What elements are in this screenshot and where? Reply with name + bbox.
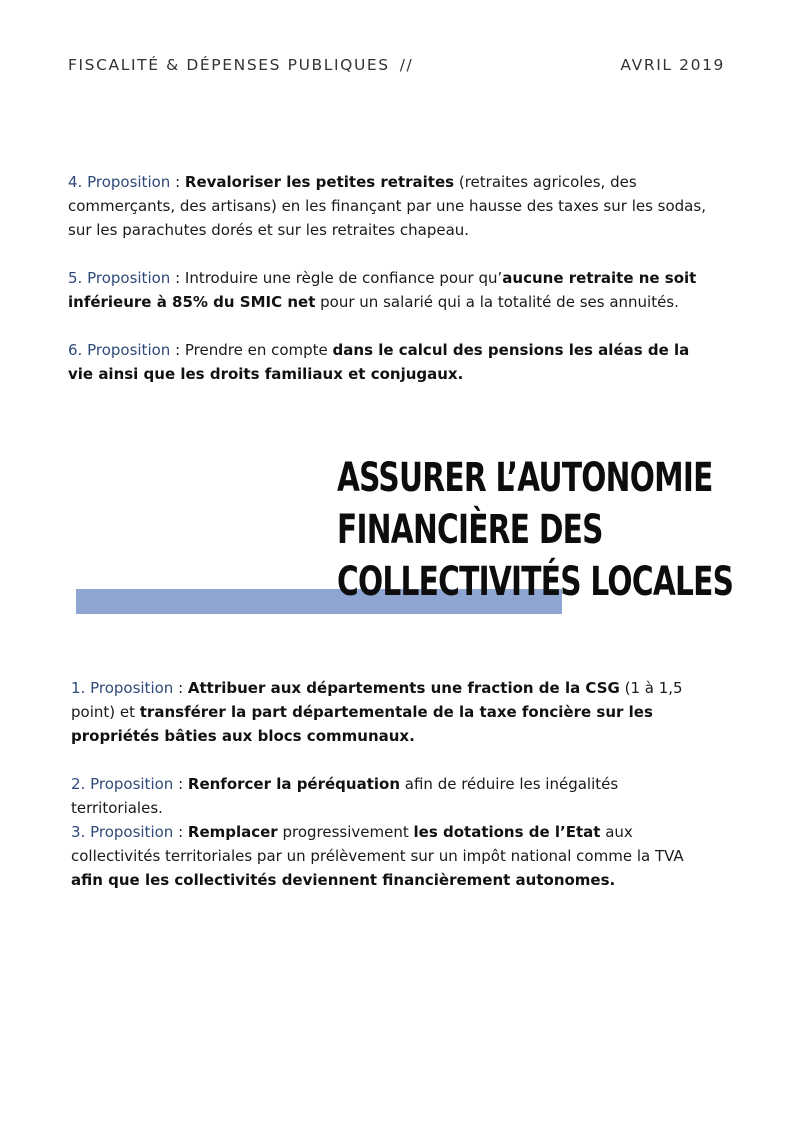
proposition-number: 4. Proposition: [68, 173, 171, 191]
proposition-highlight: Renforcer la péréquation: [187, 775, 401, 793]
proposition-highlight: transférer la part départementale de la taxe foncière sur les propriétés bâties aux blocs communaux.: [71, 703, 653, 745]
proposition-number: 3. Proposition: [71, 823, 174, 841]
section-title-line: COLLECTIVITÉS LOCALES: [337, 559, 734, 605]
section-title-line: ASSURER L’AUTONOMIE: [337, 455, 713, 501]
proposition-3: 3. Proposition : Remplacer progressivement les dotations de l’Etat aux collectivités territoriales par un prélèvement sur un impôt national comme la TVA afin que les collectivités deviennent financièrement autonomes.: [71, 823, 684, 889]
header-section-label: FISCALITÉ & DÉPENSES PUBLIQUES: [68, 56, 390, 74]
proposition-highlight: Revaloriser les petites retraites: [184, 173, 455, 191]
proposition-number: 1. Proposition: [71, 679, 174, 697]
proposition-highlight: aucune retraite ne soit inférieure à 85% du SMIC net: [68, 269, 697, 311]
proposition-highlight: Attribuer aux départements une fraction de la CSG: [187, 679, 620, 697]
proposition-number: 2. Proposition: [71, 775, 174, 793]
proposition-6: 6. Proposition : Prendre en compte dans le calcul des pensions les aléas de la vie ainsi que les droits familiaux et conjugaux.: [68, 341, 690, 383]
proposition-1: 1. Proposition : Attribuer aux départements une fraction de la CSG (1 à 1,5 point) et transférer la part départementale de la taxe foncière sur les propriétés bâties aux blocs communaux.: [71, 679, 683, 745]
proposition-highlight: dans le calcul des pensions les aléas de la vie ainsi que les droits familiaux et conjugaux.: [68, 341, 690, 383]
header-separator: //: [399, 56, 414, 74]
header-date: AVRIL 2019: [620, 56, 725, 74]
section-title: [337, 452, 734, 608]
proposition-5: 5. Proposition : Introduire une règle de confiance pour qu’aucune retraite ne soit inférieure à 85% du SMIC net pour un salarié qui a la totalité de ses annuités.: [68, 269, 697, 311]
proposition-2: 2. Proposition : Renforcer la péréquation afin de réduire les inégalités territoriales.: [71, 775, 619, 817]
proposition-highlight: Remplacer: [187, 823, 278, 841]
section-title-line: FINANCIÈRE DES: [337, 507, 603, 553]
proposition-4: 4. Proposition : Revaloriser les petites retraites (retraites agricoles, des commerçants, des artisans) en les finançant par une hausse des taxes sur les sodas, sur les parachutes dorés et sur les retraites chapeau.: [68, 173, 706, 239]
proposition-highlight: les dotations de l’Etat: [413, 823, 601, 841]
proposition-number: 5. Proposition: [68, 269, 171, 287]
proposition-number: 6. Proposition: [68, 341, 171, 359]
proposition-highlight: afin que les collectivités deviennent financièrement autonomes.: [71, 871, 616, 889]
page-header: [68, 56, 725, 78]
